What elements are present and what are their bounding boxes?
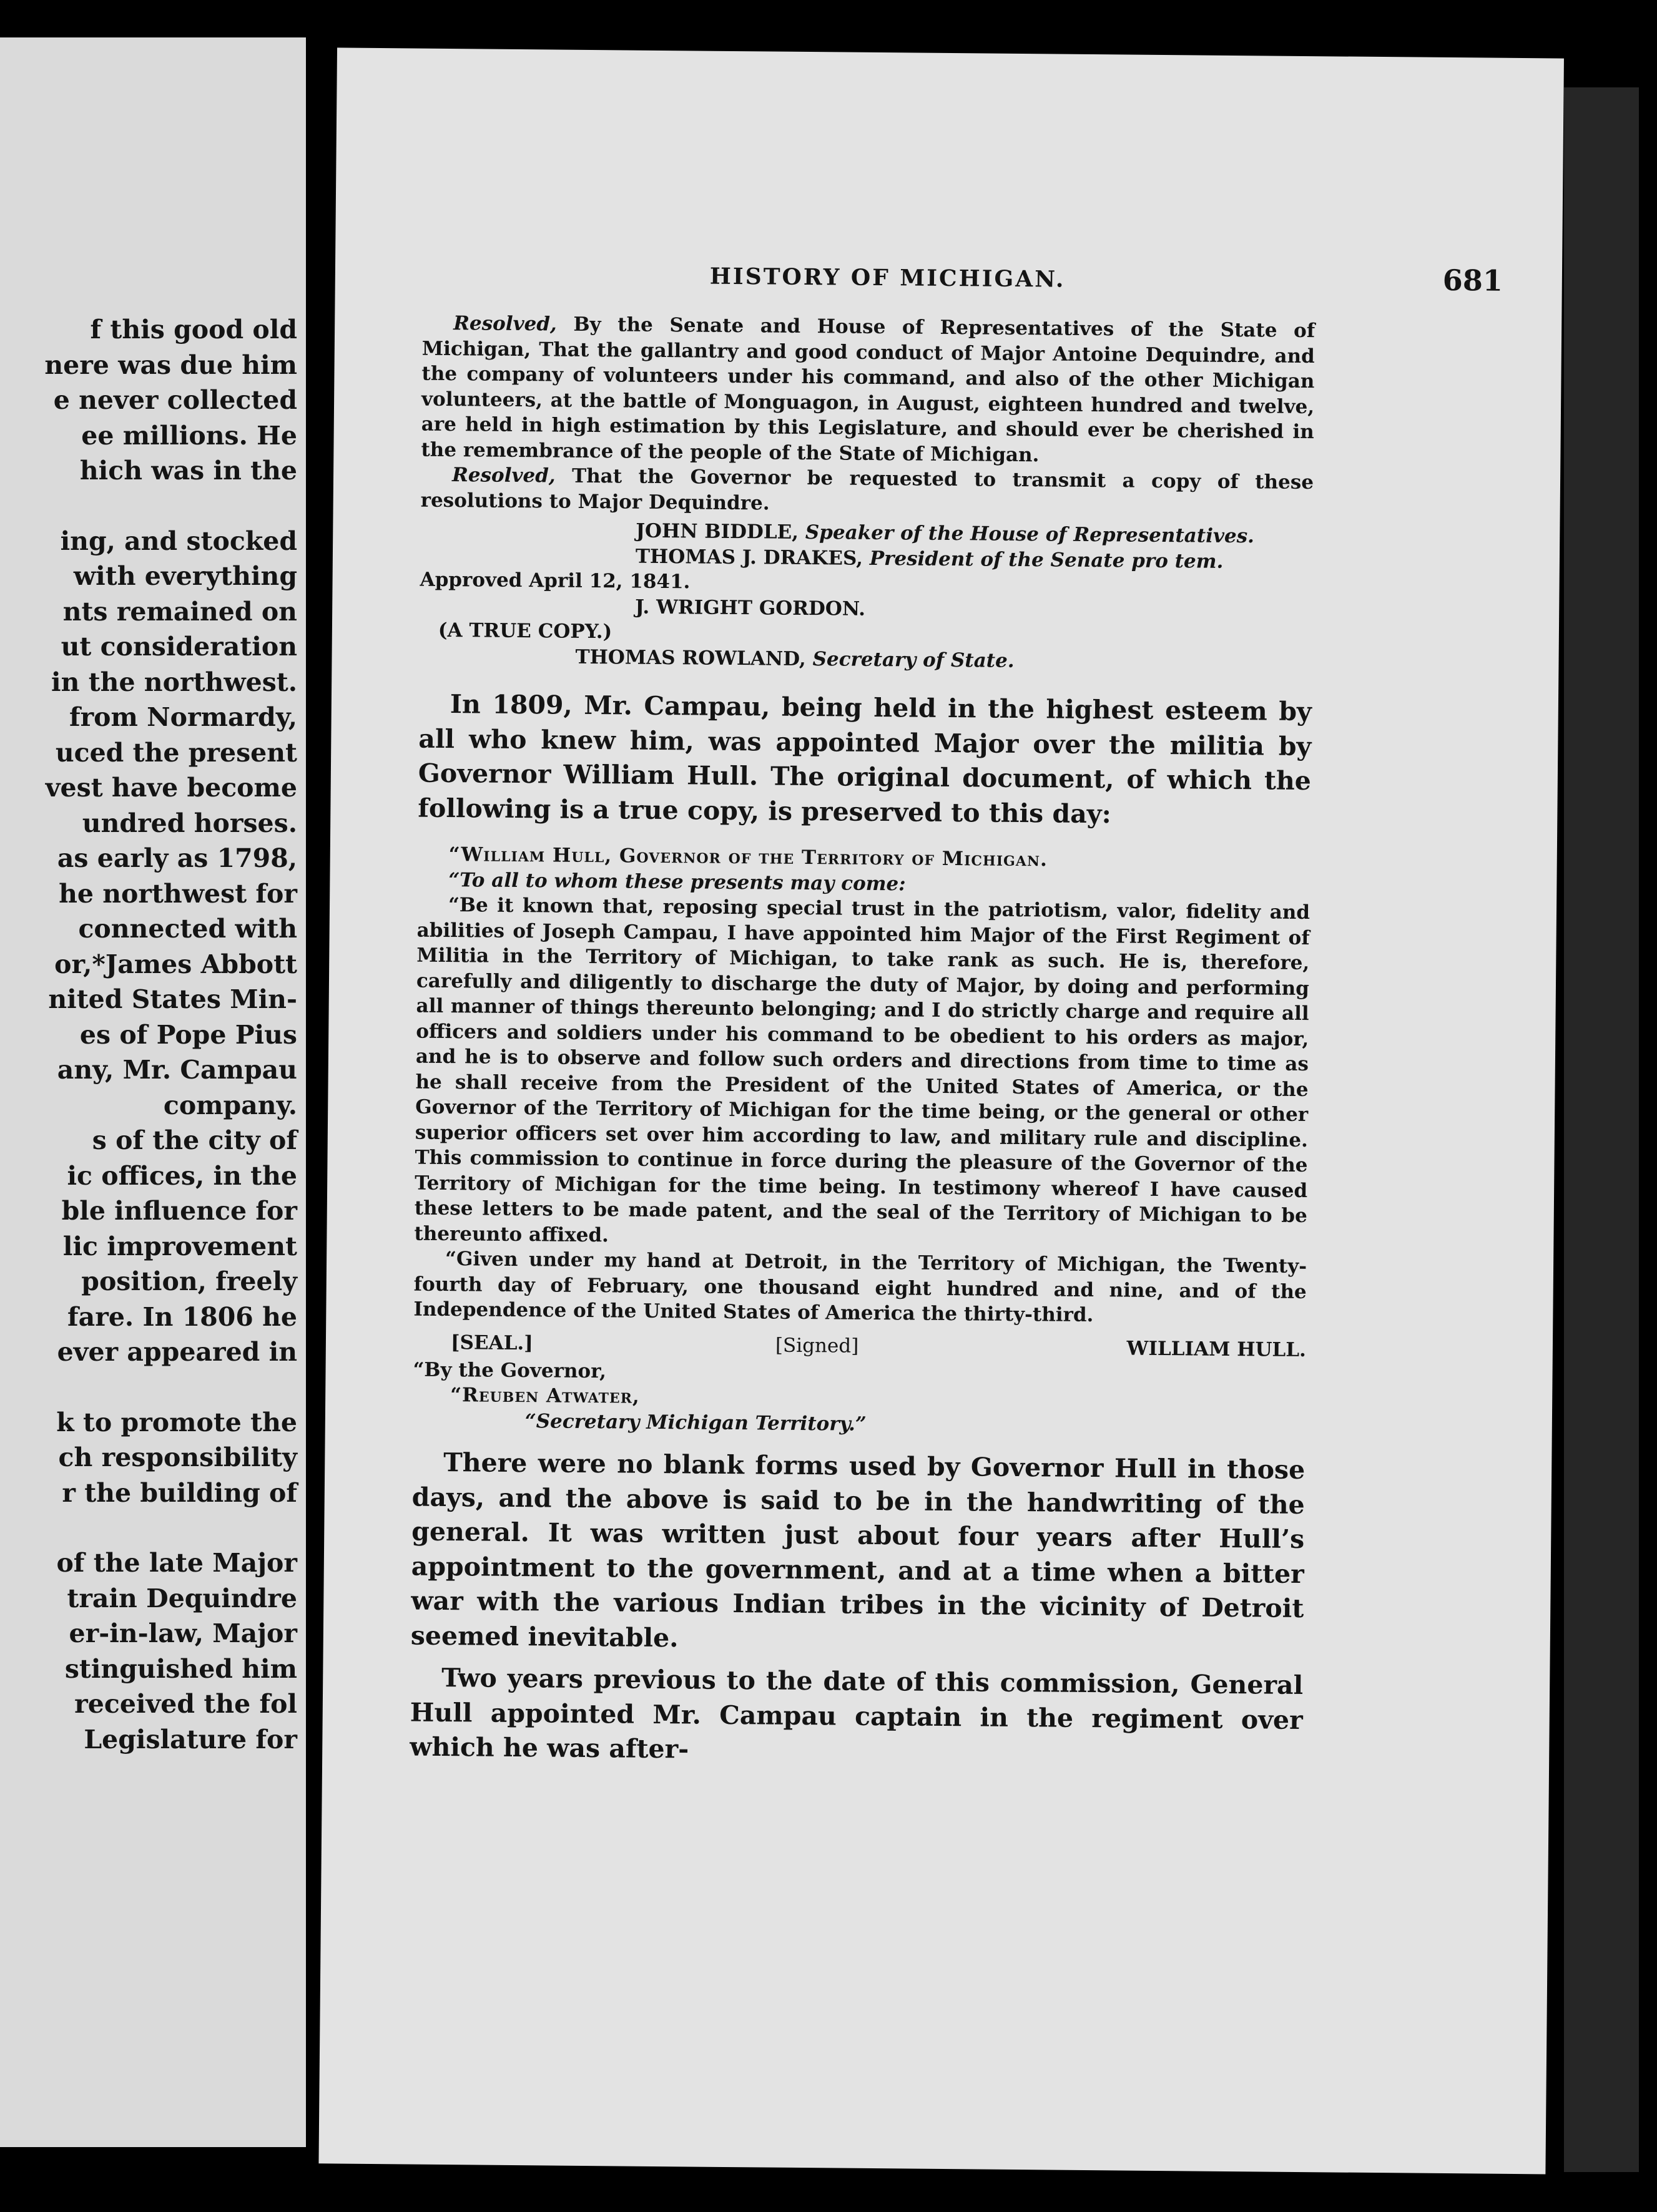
left-line: ever appeared in bbox=[57, 1337, 297, 1367]
body-paragraph bbox=[418, 687, 1312, 833]
left-line: ble influence for bbox=[61, 1196, 297, 1226]
left-line: with everything bbox=[73, 561, 297, 591]
left-line: connected with bbox=[78, 914, 297, 944]
signatory-name: JOHN BIDDLE, bbox=[636, 519, 806, 544]
left-line: any, Mr. Campau bbox=[57, 1055, 297, 1085]
left-line: lic improvement bbox=[62, 1231, 297, 1261]
left-line: from Normardy, bbox=[69, 702, 297, 732]
secretary-title: “Secretary Michigan Territory.” bbox=[524, 1409, 867, 1436]
left-line: nere was due him bbox=[44, 350, 297, 380]
true-copy-note: (A TRUE COPY.) bbox=[438, 619, 612, 644]
approval-date: Approved April 12, 1841. bbox=[420, 568, 691, 594]
left-line: or,*James Abbott bbox=[54, 949, 297, 979]
signatory-title: Secretary of State. bbox=[812, 647, 1015, 672]
page-number: 681 bbox=[1442, 263, 1503, 298]
left-line: k to promote the bbox=[56, 1407, 297, 1437]
resolution-text: That the Governor be requested to transmit a copy of these resolutions to Major Dequindre. bbox=[420, 464, 1314, 514]
left-line: received the fol bbox=[74, 1689, 297, 1719]
by-governor: “By the Governor, bbox=[413, 1358, 607, 1382]
commission-document bbox=[413, 842, 1310, 1330]
left-line: fare. In 1806 he bbox=[67, 1301, 297, 1332]
running-head: HISTORY OF MICHIGAN. bbox=[709, 263, 1066, 293]
left-line: position, freely bbox=[81, 1266, 297, 1296]
left-line: ut consideration bbox=[61, 632, 297, 662]
signer-name: WILLIAM HULL. bbox=[1126, 1337, 1307, 1361]
seal-mark: [SEAL.] bbox=[450, 1331, 534, 1354]
left-line: stinguished him bbox=[64, 1653, 297, 1684]
left-line: Legislature for bbox=[84, 1724, 297, 1754]
left-line: undred horses. bbox=[82, 808, 297, 838]
left-line: f this good old bbox=[90, 315, 297, 345]
resolution-paragraph bbox=[421, 311, 1315, 470]
main-page bbox=[318, 47, 1564, 2174]
body-paragraph bbox=[410, 1446, 1305, 1773]
left-line: ch responsibility bbox=[58, 1442, 297, 1472]
signatory-name: THOMAS ROWLAND, bbox=[575, 645, 813, 670]
left-line: company. bbox=[163, 1090, 297, 1120]
left-line: e never collected bbox=[53, 385, 297, 415]
page-header bbox=[335, 260, 1503, 307]
left-line: train Dequindre bbox=[67, 1583, 297, 1613]
left-line: er-in-law, Major bbox=[69, 1618, 297, 1648]
left-line-gap bbox=[0, 1370, 297, 1405]
left-line: in the northwest. bbox=[51, 667, 297, 697]
secretary-name: “Reuben Atwater, bbox=[450, 1384, 640, 1408]
left-facing-page bbox=[0, 37, 306, 2147]
signatory-title: President of the Senate pro tem. bbox=[869, 547, 1224, 573]
resolved-label: Resolved, bbox=[453, 312, 557, 336]
left-line: of the late Major bbox=[56, 1548, 297, 1578]
paragraph-appointment: In 1809, Mr. Campau, being held in the highest esteem by all who knew him, was appointed Major over the militia by Governor William Hull. The original document, of which the following is a true copy, is preserved to this day: bbox=[418, 689, 1312, 829]
resolution-text: By the Senate and House of Representatives of the State of Michigan, That the gallantry and good conduct of Major Antoine Dequindre, and the company of volunteers under his command, and also of the other Michigan volunteers, at the battle of Monguagon, in August, eighteen hundred and twelve, are held in high estimation by this Legislature, and should ever be cherished in the remembrance of the people of the State of Michigan. bbox=[421, 313, 1315, 466]
page-content bbox=[410, 311, 1315, 1773]
left-line: es of Pope Pius bbox=[79, 1019, 297, 1050]
commission-heading: “William Hull, Governor of the Territory of Michigan. bbox=[448, 843, 1048, 871]
signature-governor: J. WRIGHT GORDON. bbox=[635, 595, 866, 620]
signatory-name: THOMAS J. DRAKES, bbox=[635, 545, 870, 570]
left-line: hich was in the bbox=[79, 456, 297, 486]
left-line: nts remained on bbox=[62, 596, 297, 627]
signatory-title: Speaker of the House of Representatives. bbox=[805, 521, 1255, 548]
resolution-paragraph bbox=[421, 462, 1314, 521]
left-line: ing, and stocked bbox=[60, 526, 297, 556]
left-line-gap bbox=[0, 489, 297, 524]
commission-address: “To all to whom these presents may come: bbox=[448, 868, 906, 895]
left-line: as early as 1798, bbox=[57, 843, 297, 873]
left-line-gap bbox=[0, 1510, 297, 1545]
resolution-block bbox=[421, 311, 1315, 521]
left-line: vest have become bbox=[45, 773, 297, 803]
resolved-label: Resolved, bbox=[451, 464, 556, 487]
left-line: he northwest for bbox=[59, 878, 297, 909]
commission-given: “Given under my hand at Detroit, in the Territory of Michigan, the Twenty-fourth day of February, one thousand eight hundred and nine, and of the Independence of the United States of America the thirty-third. bbox=[413, 1248, 1307, 1327]
commission-body: “Be it known that, reposing special trust in the patriotism, valor, fidelity and abilities of Joseph Campau, I have appointed him Major of the First Regiment of Militia in the Territory of Michigan, to take rank as such. He is, therefore, carefully and diligently to discharge the duty of Major, by doing and performing all manner of things thereunto belonging; and I do strictly charge and require all officers and soldiers under his command to be obedient to his orders as major, and he is to observe and follow such orders and directions from time to time as he shall receive from the President of the United States of America, or the Governor of the Territory of Michigan for the time being, or the general or other superior officers set over him according to law, and military rule and discipline. This commission to continue in force during the pleasure of the Governor of the Territory of Michigan for the time being. In testimony whereof I have caused these letters to be made patent, and the seal of the Territory of Michigan to be thereunto affixed. bbox=[414, 894, 1310, 1246]
left-line: s of the city of bbox=[92, 1125, 297, 1155]
left-line: ee millions. He bbox=[81, 420, 297, 451]
left-line: ic offices, in the bbox=[67, 1160, 297, 1191]
page-edge-shadow bbox=[1564, 87, 1639, 2172]
left-line: uced the present bbox=[55, 737, 297, 768]
left-line: nited States Min- bbox=[48, 984, 297, 1014]
left-page-text bbox=[0, 312, 297, 1757]
signed-mark: [Signed] bbox=[775, 1334, 859, 1358]
paragraph-captain: Two years previous to the date of this commission, General Hull appointed Mr. Campau captain in the regiment over which he was after- bbox=[410, 1662, 1304, 1764]
left-line: r the building of bbox=[62, 1477, 297, 1508]
paragraph-forms: There were no blank forms used by Governor Hull in those days, and the above is said to be in the handwriting of the general. It was written just about four years after Hull’s appointment to the government, and at a time when a bitter war with the various Indian tribes in the vicinity of Detroit seemed inevitable. bbox=[410, 1447, 1305, 1653]
